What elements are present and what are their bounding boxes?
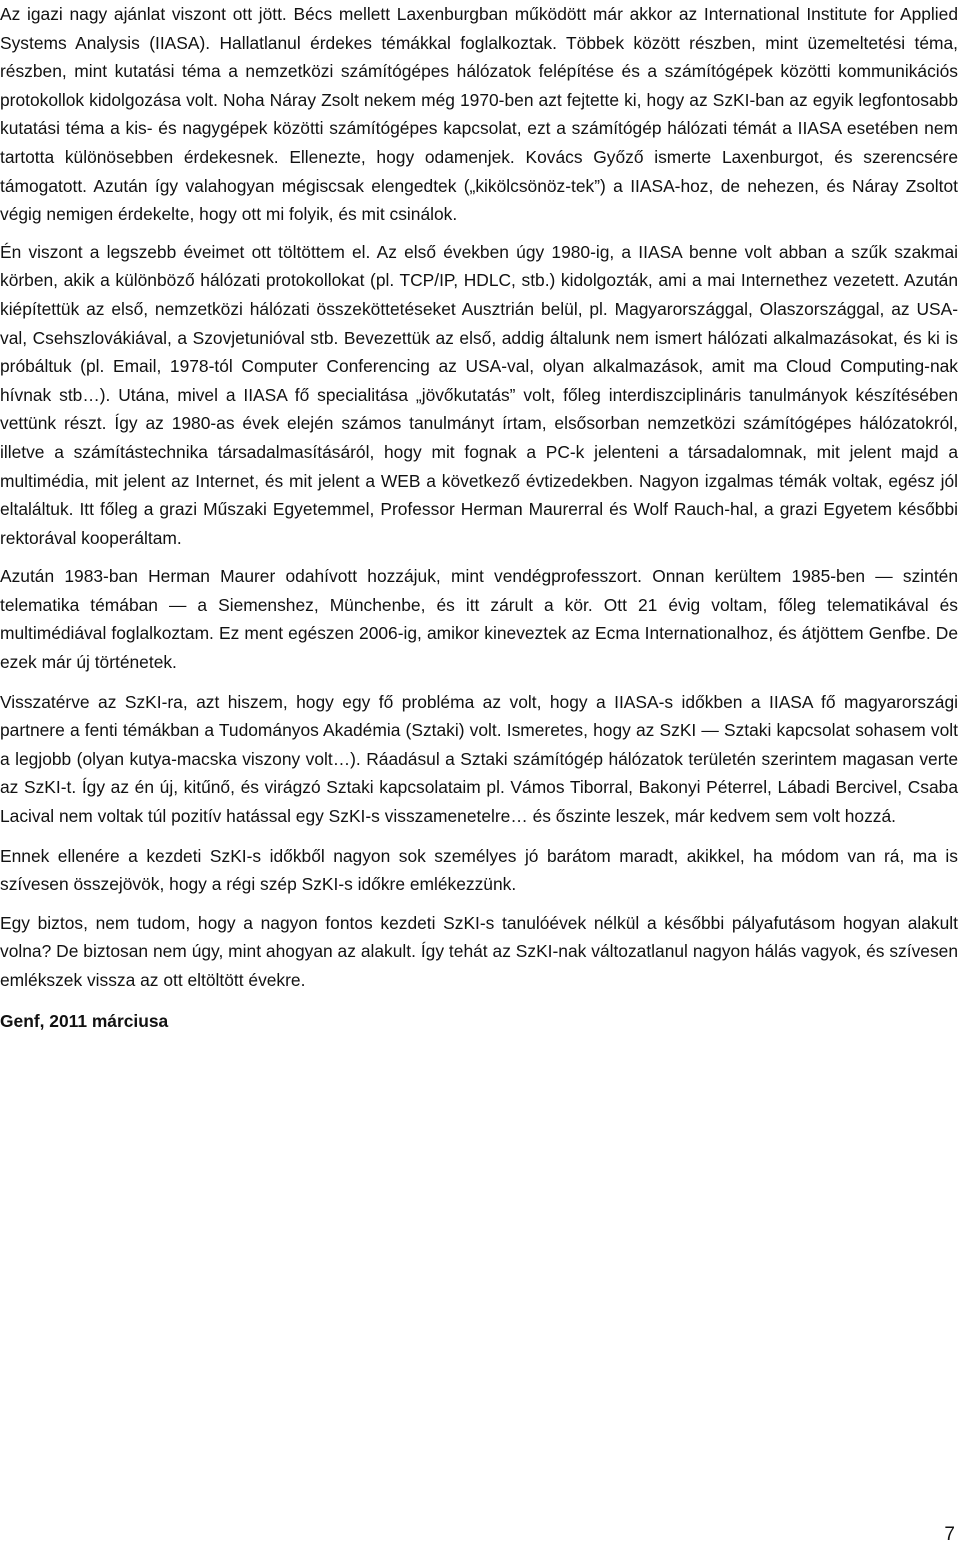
paragraph-siemens-career: Azután 1983-ban Herman Maurer odahívott hozzájuk, mint vendégprofesszort. Onnan kerültem 1985-ben — szintén telematika témában — a Siemenshez, Münchenbe, és itt zárult a kör. Ott 21 évig voltam, főleg telematikával és multimédiával foglalkoztam. Ez ment egészen 2006-ig, amikor kineveztek az Ecma Internationalhoz, és átjöttem Genfbe. De ezek már új történetek.: [0, 566, 958, 673]
paragraph-szki-sztaki: Visszatérve az SzKI-ra, azt hiszem, hogy egy fő probléma az volt, hogy a IIASA-s időkben a IIASA fő magyarországi partnere a fenti témákban a Tudományos Akadémia (Sztaki) volt. Ismeretes, hogy az SzKI — Sztaki kapcsolat sohasem volt a legjobb (olyan kutya-macska viszony volt…). Ráadásul a Sztaki számítógép hálózatok területén szerintem magasan verte az SzKI-t. Így az én új, kitűnő, és virágzó Sztaki kapcsolataim pl. Vámos Tiborral, Bakonyi Péterrel, Lábadi Bercivel, Csaba Lacival nem voltak túl pozitív hatással egy SzKI-s visszamenetelre… és őszinte leszek, már kedvem sem volt hozzá.: [0, 691, 958, 827]
paragraph-gratitude: Egy biztos, nem tudom, hogy a nagyon fontos kezdeti SzKI-s tanulóévek nélkül a későbbi pályafutásom hogyan alakult volna? De biztosan nem úgy, mint ahogyan az alakult. Így tehát az SzKI-nak változatlanul nagyon hálás vagyok, és szívesen emlékszek vissza az ott eltöltött évekre.: [0, 912, 958, 990]
signature-place-date: Genf, 2011 márciusa: [0, 1010, 169, 1031]
paragraph-friends: Ennek ellenére a kezdeti SzKI-s időkből nagyon sok személyes jó barátom maradt, akikkel, ha módom van rá, ma is szívesen összejövök, hogy a régi szép SzKI-s időkre emlékezzünk.: [0, 845, 958, 895]
paragraph-iiasa-offer: Az igazi nagy ajánlat viszont ott jött. Bécs mellett Laxenburgban működött már akkor az International Institute for Applied Systems Analysis (IIASA). Hallatlanul érdekes témákkal foglalkoztak. Többek között részben, mint üzemeltetési téma, részben, mint kutatási téma a nemzetközi számítógépes hálózatok felépítése és a számítógépek közötti kommunikációs protokollok kidolgozása volt. Noha Náray Zsolt nekem még 1970-ben azt fejtette ki, hogy az SzKI-ban az egyik legfontosabb kutatási téma a kis- és nagygépek közötti számítógépes kapcsolat, ezt a számítógép hálózati témát a IIASA esetében nem tartotta különösebben érdekesnek. Ellenezte, hogy odamenjek. Kovács Győző ismerte Laxenburgot, és szerencsére támogatott. Azután így valahogyan mégiscsak elengedtek („kikölcsönöz-tek”) a IIASA-hoz, de nehezen, és Náray Zsoltot végig nemigen érdekelte, hogy ott mi folyik, és mit csinálok.: [0, 4, 958, 225]
page-number: 7: [944, 1524, 955, 1545]
paragraph-best-years: Én viszont a legszebb éveimet ott töltöttem el. Az első években úgy 1980-ig, a IIASA benne volt abban a szűk szakmai körben, akik a különböző hálózati protokollokat (pl. TCP/IP, HDLC, stb.) kidolgozták, ami a mai Internethez vezetett. Azután kiépítettük az első, nemzetközi hálózati összeköttetéseket Ausztrián belül, pl. Magyarországgal, Olaszországgal, az USA-val, Csehszlovákiával, a Szovjetunióval stb. Bevezettük az első, addig általunk nem ismert hálózati alkalmazásokat, és ki is próbáltuk (pl. Email, 1978-tól Computer Conferencing az USA-val, olyan alkalmazások, amit ma Cloud Computing-nak hívnak stb…). Utána, mivel a IIASA fő specialitása „jövőkutatás” volt, főleg interdiszciplináris tanulmányok készítésében vettünk részt. Így az 1980-as évek elején számos tanulmányt írtam, elsősorban nemzetközi számítógépes hálózatokról, illetve a számítástechnika társadalmasításáról, hogy mit fognak a PC-k jelenteni a társadalomnak, mit jelent majd a multimédia, mit jelent az Internet, és mit jelent a WEB a következő évtizedekben. Nagyon izgalmas témák voltak, egész jól eltaláltuk. Itt főleg a grazi Műszaki Egyetemmel, Professor Herman Maurerral és Wolf Rauch-hal, a grazi Egyetem későbbi rektorával kooperáltam.: [0, 241, 958, 548]
